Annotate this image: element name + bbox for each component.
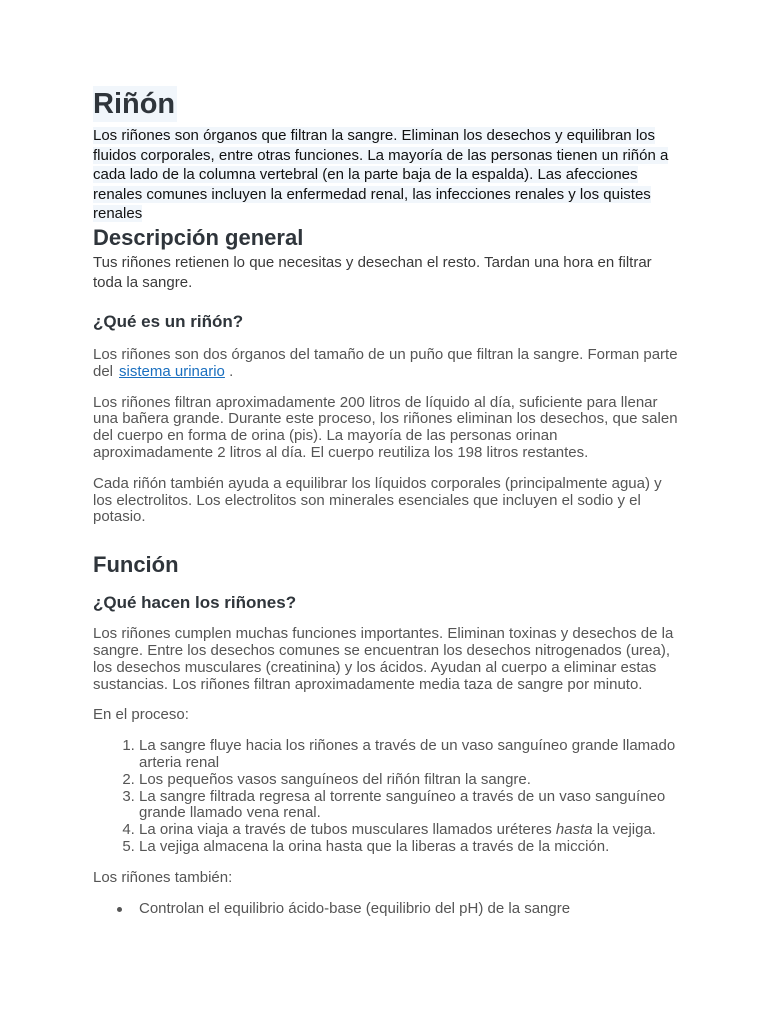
- also-bullets-list: [93, 901, 678, 918]
- process-intro: En el proceso:: [93, 706, 189, 724]
- list-item: 1. La sangre fluye hacia los riñones a través de un vaso sanguíneo grande llamado arteria renal: [139, 738, 678, 772]
- bullet-icon: [117, 907, 122, 912]
- what-is-paragraph-3: Cada riñón también ayuda a equilibrar los líquidos corporales (principalmente agua) y los electrolitos. Los electrolitos son minerales esenciales que incluyen el sodio y el potasio.: [93, 474, 662, 526]
- process-steps-list: [93, 738, 678, 856]
- what-do-heading: ¿Qué hacen los riñones?: [93, 593, 297, 613]
- also-intro: Los riñones también:: [93, 868, 233, 886]
- bullet-text: Controlan el equilibrio ácido-base (equilibrio del pH) de la sangre: [139, 899, 571, 917]
- list-item: 5. La vejiga almacena la orina hasta que la liberas a través de la micción.: [139, 839, 678, 856]
- list-item: [139, 901, 678, 918]
- function-paragraph-1: Los riñones cumplen muchas funciones importantes. Eliminan toxinas y desechos de la sangre. Entre los desechos comunes se encuentran los desechos nitrogenados (urea), los desechos musculares (creatinina) y los ácidos. Ayudan al cuerpo a eliminar estas sustancias. Los riñones filtran aproximadamente media taza de sangre por minuto.: [93, 625, 674, 693]
- what-is-p1-tail: .: [224, 362, 234, 380]
- urinary-system-link[interactable]: sistema urinario: [119, 362, 225, 380]
- intro-text: Los riñones son órganos que filtran la sangre. Eliminan los desechos y equilibran los fluidos corporales, entre otras funciones. La mayoría de las personas tienen un riñón a cada lado de la columna vertebral (en la parte baja de la espalda). Las afecciones renales comunes incluyen la enfermedad renal, las infecciones renales y los quistes renales: [93, 127, 669, 223]
- step4-tail: la vejiga.: [592, 821, 656, 839]
- overview-heading: Descripción general: [93, 224, 304, 250]
- page-title: Riñón: [93, 88, 176, 120]
- overview-text: Tus riñones retienen lo que necesitas y desechan el resto. Tardan una hora en filtrar toda la sangre.: [93, 253, 652, 291]
- what-is-p1-text: Los riñones son dos órganos del tamaño de un puño que filtran la sangre. Forman parte del: [93, 345, 678, 380]
- list-item: 2. Los pequeños vasos sanguíneos del riñón filtran la sangre.: [139, 772, 678, 789]
- function-heading: Función: [93, 552, 179, 578]
- intro-paragraph: [93, 126, 678, 224]
- list-item: [139, 822, 678, 839]
- what-is-paragraph-1: [93, 347, 678, 381]
- list-item: 3. La sangre filtrada regresa al torrente sanguíneo a través de un vaso sanguíneo grande llamado vena renal.: [139, 789, 678, 823]
- step4-italic: hasta: [555, 821, 593, 839]
- what-is-heading: ¿Qué es un riñón?: [93, 311, 244, 331]
- article: [93, 86, 678, 917]
- step4-text: La orina viaja a través de tubos musculares llamados uréteres: [139, 821, 556, 839]
- what-is-paragraph-2: Los riñones filtran aproximadamente 200 litros de líquido al día, suficiente para llenar una bañera grande. Durante este proceso, los riñones eliminan los desechos, que salen del cuerpo en forma de orina (pis). La mayoría de las personas orinan aproximadamente 2 litros al día. El cuerpo reutiliza los 198 litros restantes.: [93, 393, 678, 461]
